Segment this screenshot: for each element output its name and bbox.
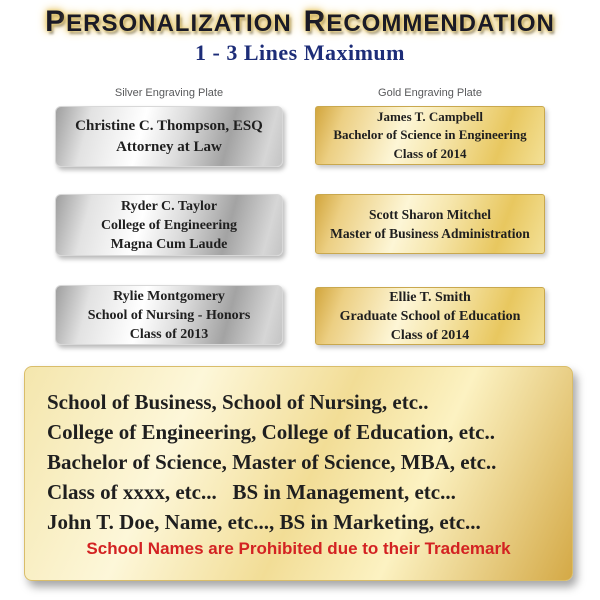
trademark-warning-text: School Names are Prohibited due to their Trademark [86,539,511,558]
silver-plate-1 [55,106,283,167]
engraving-line: Magna Cum Laude [110,236,228,252]
subtitle-lines-maximum: 1 - 3 Lines Maximum [195,40,405,65]
title-word-initial: P [45,5,67,38]
engraving-line: Rylie Montgomery [113,288,225,304]
engraving-line: Christine C. Thompson, ESQ [75,117,263,134]
engraving-line: College of Engineering [100,217,238,233]
gold-plate-3 [315,287,545,345]
engraving-line: Class of 2014 [393,145,467,161]
example-line-class-year: Class of xxxx, etc... BS in Management, etc... [47,480,456,504]
engraving-line: Scott Sharon Mitchel [369,207,491,222]
engraving-line: Attorney at Law [116,138,222,155]
silver-plate-2 [55,194,283,256]
example-line-degrees: Bachelor of Science, Master of Science, MBA, etc.. [47,450,497,474]
silver-column-header: Silver Engraving Plate [114,87,224,99]
silver-plate-3 [55,285,283,345]
engraving-line: Bachelor of Science in Engineering [333,127,527,143]
engraving-line: Ryder C. Taylor [120,198,218,214]
title-word-personalization [45,2,292,38]
title-word-recommendation [304,2,555,38]
gold-plate-2 [315,194,545,254]
gold-plate-1 [315,106,545,165]
title-word-rest: ECOMMENDATION [326,10,555,37]
engraving-line: Graduate School of Education [339,308,521,324]
title-word-initial: R [303,5,327,38]
gold-column-header: Gold Engraving Plate [378,87,482,99]
engraving-line: Master of Business Administration [330,226,530,241]
page-title [0,2,600,42]
examples-gold-plate [24,366,573,581]
engraving-line: Class of 2014 [390,327,470,343]
engraving-line: James T. Campbell [376,108,484,124]
example-line-schools: School of Business, School of Nursing, etc.. [47,390,429,414]
engraving-line: Class of 2013 [129,326,209,342]
example-line-names: John T. Doe, Name, etc..., BS in Marketing, etc... [47,510,481,534]
engraving-line: Ellie T. Smith [389,289,471,305]
title-word-rest: ERSONALIZATION [66,10,292,37]
engraving-line: School of Nursing - Honors [87,307,251,323]
example-line-colleges: College of Engineering, College of Education, etc.. [47,420,495,444]
